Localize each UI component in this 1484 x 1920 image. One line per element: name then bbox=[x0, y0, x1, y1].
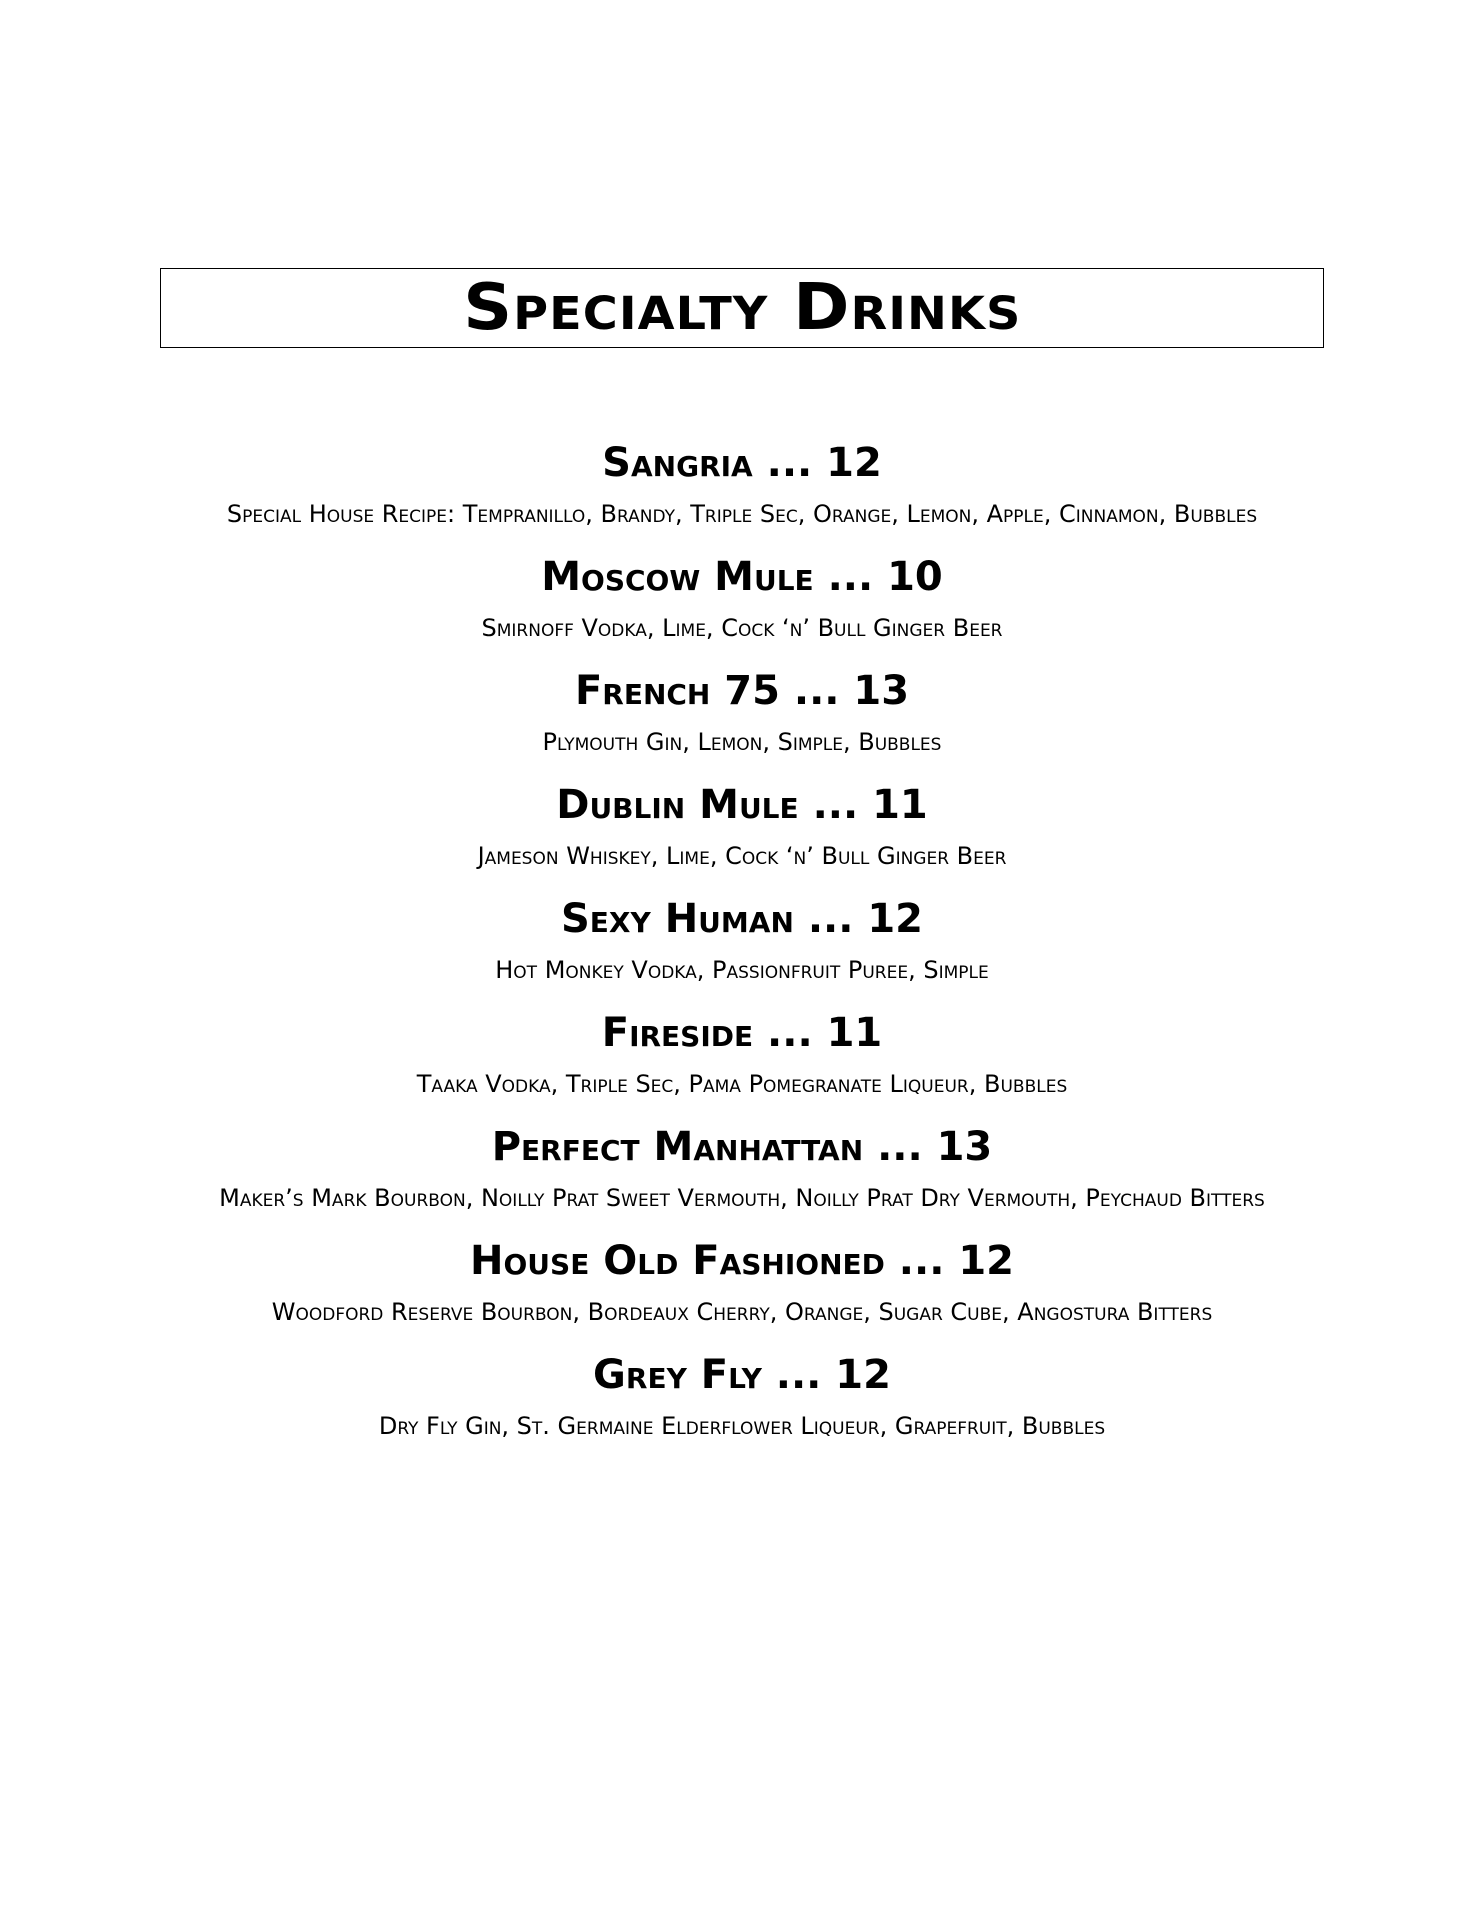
menu-item bbox=[190, 782, 1294, 870]
drink-name: Dublin Mule ... 11 bbox=[556, 782, 928, 828]
drinks-menu bbox=[190, 440, 1294, 1466]
drink-name: House Old Fashioned ... 12 bbox=[470, 1238, 1014, 1284]
drink-description: Taaka Vodka, Triple Sec, Pama Pomegranate Liqueur, Bubbles bbox=[416, 1070, 1068, 1098]
drink-name: Sangria ... 12 bbox=[602, 440, 882, 486]
menu-item bbox=[190, 440, 1294, 528]
drink-name: French 75 ... 13 bbox=[574, 668, 910, 714]
page-title: Specialty Drinks bbox=[462, 271, 1022, 345]
menu-item bbox=[190, 1238, 1294, 1326]
drink-description: Smirnoff Vodka, Lime, Cock ‘n’ Bull Ginger Beer bbox=[481, 614, 1003, 642]
drink-name: Perfect Manhattan ... 13 bbox=[491, 1124, 993, 1170]
drink-description: Woodford Reserve Bourbon, Bordeaux Cherry, Orange, Sugar Cube, Angostura Bitters bbox=[271, 1298, 1213, 1326]
menu-item bbox=[190, 896, 1294, 984]
menu-item bbox=[190, 1352, 1294, 1440]
drink-name: Moscow Mule ... 10 bbox=[541, 554, 943, 600]
drink-name: Fireside ... 11 bbox=[601, 1010, 883, 1056]
drink-name: Sexy Human ... 12 bbox=[560, 896, 923, 942]
drink-description: Dry Fly Gin, St. Germaine Elderflower Liqueur, Grapefruit, Bubbles bbox=[378, 1412, 1106, 1440]
menu-item bbox=[190, 668, 1294, 756]
menu-item bbox=[190, 1124, 1294, 1212]
drink-description: Plymouth Gin, Lemon, Simple, Bubbles bbox=[542, 728, 942, 756]
drink-name: Grey Fly ... 12 bbox=[593, 1352, 891, 1398]
drink-description: Special House Recipe: Tempranillo, Brandy, Triple Sec, Orange, Lemon, Apple, Cinnamon, Bubbles bbox=[226, 500, 1258, 528]
drink-description: Maker’s Mark Bourbon, Noilly Prat Sweet Vermouth, Noilly Prat Dry Vermouth, Peychaud Bitters bbox=[219, 1184, 1265, 1212]
title-box bbox=[160, 268, 1324, 348]
menu-item bbox=[190, 1010, 1294, 1098]
menu-item bbox=[190, 554, 1294, 642]
drink-description: Hot Monkey Vodka, Passionfruit Puree, Simple bbox=[495, 956, 989, 984]
drink-description: Jameson Whiskey, Lime, Cock ‘n’ Bull Ginger Beer bbox=[477, 842, 1007, 870]
